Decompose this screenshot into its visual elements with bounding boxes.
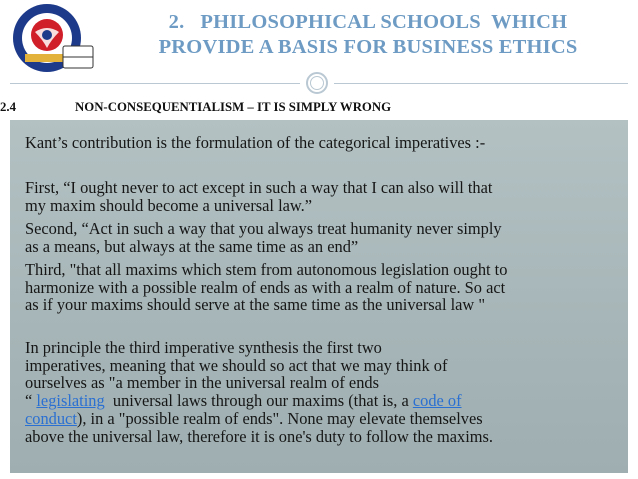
legislating-link[interactable]: legislating	[36, 391, 105, 411]
text-line: as if your maxims should serve at the same time as the universal law "	[25, 295, 486, 315]
text-fragment: universal laws through our maxims (that is, a	[104, 391, 413, 411]
paragraph-synthesis	[25, 339, 630, 445]
text-fragment: “	[25, 391, 37, 411]
text-line: Second, “Act in such a way that you always treat humanity never simply	[25, 219, 502, 238]
section-number: 2.4	[0, 100, 16, 114]
paragraph-intro	[25, 134, 630, 152]
institute-logo	[3, 2, 101, 76]
text-line: as a means, but always at the same time as an end”	[25, 236, 359, 256]
divider-left	[10, 83, 300, 84]
code-of-conduct-link-part-1[interactable]: code of	[412, 391, 462, 411]
text-line: ourselves as "a member in the universal realm of ends	[25, 373, 379, 393]
slide-title-line-2: PROVIDE A BASIS FOR BUSINESS ETHICS	[158, 36, 578, 58]
text-line: Third, "that all maxims which stem from autonomous legislation ought to	[25, 260, 508, 279]
text-line	[25, 392, 630, 410]
slide-header	[0, 0, 638, 80]
text-line: First, “I ought never to act except in such a way that I can also will that	[25, 178, 493, 197]
code-of-conduct-link-part-2[interactable]: conduct	[25, 408, 77, 428]
paragraph-third-imperative	[25, 261, 630, 314]
text-line: harmonize with a possible realm of ends as with a realm of nature. So act	[25, 277, 506, 297]
section-title: NON-CONSEQUENTIALISM – IT IS SIMPLY WRONG	[75, 100, 392, 114]
text-line: above the universal law, therefore it is one's duty to follow the maxims.	[25, 426, 493, 446]
slide-title	[108, 10, 628, 60]
content-panel	[10, 120, 628, 473]
divider-right	[334, 83, 628, 84]
text-fragment: ), in a "possible realm of ends". None may elevate themselves	[76, 408, 483, 428]
divider-ornament	[305, 71, 329, 95]
paragraph-second-imperative	[25, 220, 630, 255]
text-line: Kant’s contribution is the formulation of the categorical imperatives :-	[25, 133, 486, 152]
paragraph-first-imperative	[25, 179, 630, 214]
slide-title-line-1: 2. PHILOSOPHICAL SCHOOLS WHICH	[168, 11, 568, 33]
text-line: my maxim should become a universal law.”	[25, 195, 313, 215]
text-line	[25, 410, 630, 428]
text-line: In principle the third imperative synthesis the first two	[25, 338, 382, 357]
text-line: imperatives, meaning that we should so act that we may think of	[25, 355, 448, 375]
